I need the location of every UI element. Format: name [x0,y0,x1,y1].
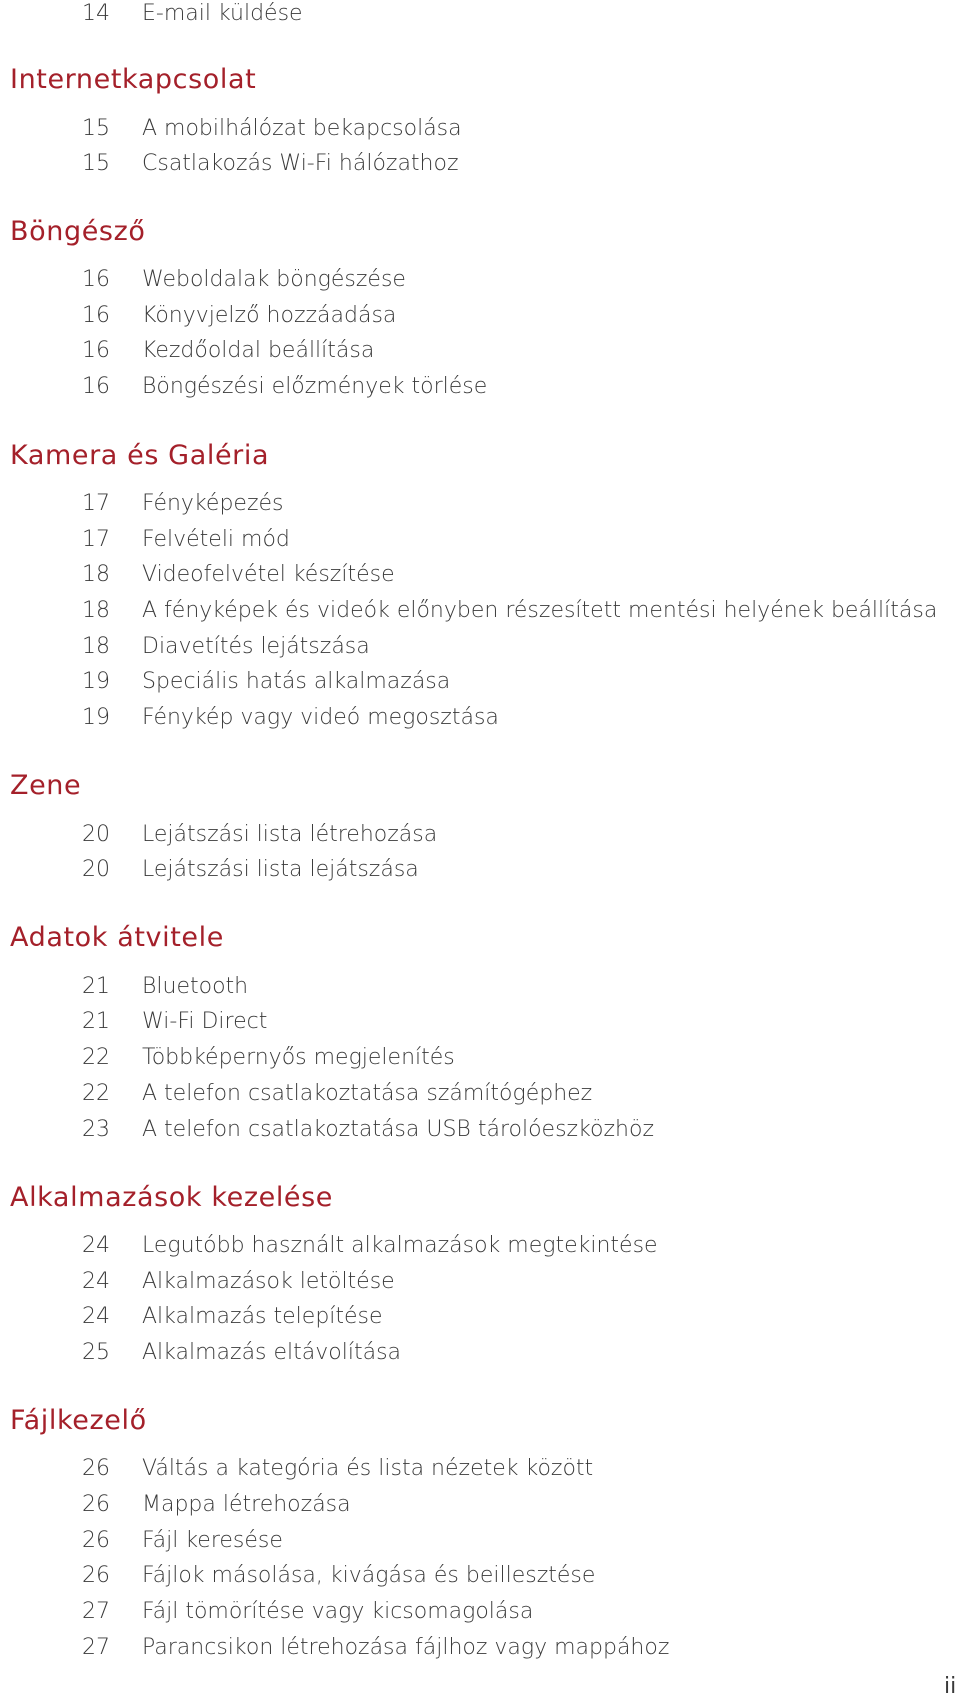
toc-entry-page: 24 [82,1269,110,1294]
toc-entry-page: 27 [82,1599,110,1624]
toc-entry-title: Wi-Fi Direct [142,1009,268,1034]
toc-entry-title: A mobilhálózat bekapcsolása [142,116,462,141]
toc-entry-title: Fényképezés [142,491,284,516]
toc-entry-title: Lejátszási lista lejátszása [142,857,419,882]
toc-entry-title: Többképernyős megjelenítés [142,1045,455,1070]
toc-entry-title: Bluetooth [142,974,249,999]
toc-entry-page: 24 [82,1233,110,1258]
toc-entry-title: Speciális hatás alkalmazása [142,669,451,694]
toc-entry-page: 21 [82,1009,110,1034]
toc-entry-title: Weboldalak böngészése [142,267,406,292]
toc-entry-title: A telefon csatlakoztatása számítógéphez [142,1081,593,1106]
toc-entry-title: Kezdőoldal beállítása [142,338,375,363]
toc-entry-title: Böngészési előzmények törlése [142,374,488,399]
toc-entry-title: Legutóbb használt alkalmazások megtekintése [142,1233,658,1258]
toc-entry-page: 16 [82,267,110,292]
toc-entry-title: Felvételi mód [142,527,290,552]
toc-entry-title: Fájl tömörítése vagy kicsomagolása [142,1599,534,1624]
toc-entry-title: Váltás a kategória és lista nézetek között [142,1456,594,1481]
section-heading-fajlkezelo: Fájlkezelő [10,1405,147,1436]
toc-entry-title: Lejátszási lista létrehozása [142,822,438,847]
toc-entry-title: Alkalmazások letöltése [142,1269,395,1294]
section-heading-bongeszo: Böngésző [10,216,146,247]
toc-entry-title: Diavetítés lejátszása [142,634,370,659]
toc-entry-page: 26 [82,1456,110,1481]
toc-entry-page: 15 [82,151,110,176]
toc-entry-page: 17 [82,491,110,516]
toc-entry-page: 19 [82,705,110,730]
toc-entry-page: 17 [82,527,110,552]
toc-entry-page: 20 [82,822,110,847]
toc-entry-title: Parancsikon létrehozása fájlhoz vagy mappához [142,1635,670,1660]
toc-entry-page: 18 [82,562,110,587]
toc-entry-title: Fájlok másolása, kivágása és beillesztése [142,1563,596,1588]
toc-entry-page: 15 [82,116,110,141]
toc-entry-page: 16 [82,374,110,399]
toc-entry-page: 26 [82,1528,110,1553]
toc-entry-title: Csatlakozás Wi-Fi hálózathoz [142,151,459,176]
page-number: ii [944,1674,957,1699]
toc-entry-page: 27 [82,1635,110,1660]
toc-entry-title: Könyvjelző hozzáadása [142,303,397,328]
toc-entry-page: 16 [82,338,110,363]
section-heading-kamera-es-galeria: Kamera és Galéria [10,440,270,471]
toc-entry-title: E-mail küldése [142,1,303,26]
toc-entry-title: Fénykép vagy videó megosztása [142,705,499,730]
toc-entry-page: 18 [82,598,110,623]
toc-entry-page: 21 [82,974,110,999]
toc-entry-page: 19 [82,669,110,694]
section-heading-adatok-atvitele: Adatok átvitele [10,922,224,953]
toc-entry-page: 14 [82,1,110,26]
toc-entry-page: 24 [82,1304,110,1329]
toc-entry-page: 23 [82,1117,110,1142]
toc-entry-title: Fájl keresése [142,1528,283,1553]
toc-entry-page: 16 [82,303,110,328]
toc-entry-page: 25 [82,1340,110,1365]
toc-entry-page: 26 [82,1563,110,1588]
toc-entry-page: 22 [82,1045,110,1070]
toc-entry-page: 18 [82,634,110,659]
section-heading-internetkapcsolat: Internetkapcsolat [10,64,257,95]
toc-entry-title: Alkalmazás eltávolítása [142,1340,402,1365]
section-heading-zene: Zene [10,770,82,801]
toc-entry-page: 22 [82,1081,110,1106]
toc-entry-title: Alkalmazás telepítése [142,1304,383,1329]
toc-entry-title: Videofelvétel készítése [142,562,395,587]
section-heading-alkalmazasok-kezelese: Alkalmazások kezelése [10,1182,334,1213]
toc-entry-title: Mappa létrehozása [142,1492,351,1517]
toc-entry-page: 20 [82,857,110,882]
toc-entry-page: 26 [82,1492,110,1517]
toc-entry-title: A fényképek és videók előnyben részesített mentési helyének beállítása [142,598,938,623]
toc-entry-title: A telefon csatlakoztatása USB tárolóeszközhöz [142,1117,654,1142]
